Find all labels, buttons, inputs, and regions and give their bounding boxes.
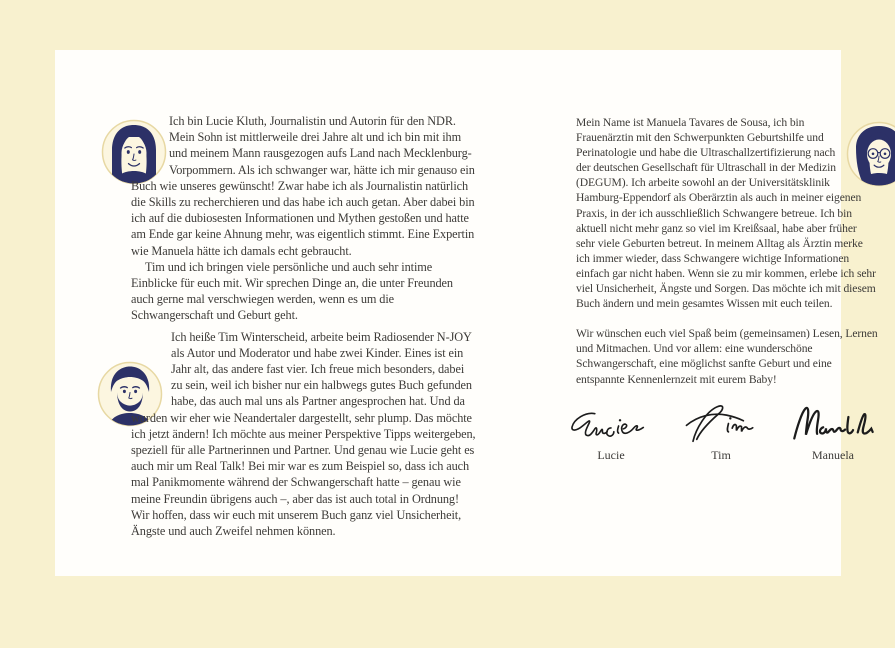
signature-name-manuela: Manuela <box>812 447 854 462</box>
lucie-second-paragraph: Tim und ich bringen viele persönliche und auch sehr intime Einblicke für euch mit. Wir sprechen Dinge an, die unter Freunden auch gerne mal verschwiegen werden, wenn es um die Schwangerschaft und Geburt geht. <box>131 259 453 323</box>
signature-name-lucie: Lucie <box>597 447 625 462</box>
signature-name-tim: Tim <box>711 447 731 462</box>
tim-intro-paragraph: Ich heiße Tim Winterscheid, arbeite beim Radiosender N-JOY als Autor und Moderator und habe zwei Kinder. Eines ist ein Jahr alt, das andere fast vier. Ich freue mich besonders, dabei zu sein, weil ich bisher nur ein halbwegs gutes Buch gefunden habe, das auch mal uns als Partner angesprochen hat. Und da wurden wir eher wie Neandertaler dargestellt, sehr plump. Das möchte ich jetzt ändern! Ich möchte aus meiner Perspektive Tipps weitergeben, speziell für alle Partnerinnen und Partner. Und genau wie Lucie geht es auch mir um Real Talk! Bei mir war es zum Beispiel so, dass ich auch mal Panikmomente während der Schwangerschaft hatte – genau wie meine Freundin übrigens auch –, aber das ist auch total in Ordnung! Wir hoffen, dass wir euch mit unserem Buch ganz viel Unsicherheit, Ängste und auch Zweifel nehmen können. <box>131 329 476 539</box>
tim-signature-script <box>683 403 759 445</box>
lucie-intro-paragraph: Ich bin Lucie Kluth, Journalistin und Autorin für den NDR. Mein Sohn ist mittlerweile drei Jahre alt und ich bin mit ihm und meinem Mann rausgezogen aufs Land nach Mecklenburg-Vorpommern. Als ich schwanger war, hätte ich mir genauso ein Buch wie unseres gewünscht! Zwar habe ich als Journalistin natürlich die Skills zu recherchieren und das habe ich auch getan. Aber dabei bin ich auf die dubiosesten Informationen und Mythen gestoßen und hatte am Ende gar keine Ahnung mehr, was eigentlich stimmt. Eine Expertin wie Manuela hätte ich damals echt gebraucht. <box>131 114 475 258</box>
lucie-signature-script <box>568 407 654 445</box>
closing-paragraph: Wir wünschen euch viel Spaß beim (gemeinsamen) Lesen, Lernen und Mitmachen. Und vor allem: eine wunderschöne Schwangerschaft, eine möglichst sanfte Geburt und eine entspannte Kennenlernzeit mit eurem Baby! <box>576 327 878 386</box>
manuela-signature-script <box>788 403 878 445</box>
signature-block-manuela <box>788 403 878 463</box>
right-page-text-column <box>576 115 878 463</box>
manuela-intro-paragraph: Mein Name ist Manuela Tavares de Sousa, ich bin Frauenärztin mit den Schwerpunkten Geburtshilfe und Perinatologie und habe die Ultraschallzertifizierung nach der deutschen Gesellschaft für Ultraschall in der Medizin (DEGUM). Ich arbeite sowohl an der Universitätsklinik Hamburg-Eppendorf als Oberärztin als auch in meiner eigenen Praxis, in der ich ausschließlich Schwangere betreue. Ich bin aktuell nicht mehr ganz so viel im Kreißsaal, habe aber früher sehr viele Geburten betreut. In meinem Alltag als Ärztin merke ich immer wieder, dass Schwangere wichtige Informationen einfach gar nicht haben. Wenn sie zu mir kommen, erlebe ich sehr viel Unsicherheit, Ängste und Sorgen. Das möchte ich mit diesem Buch ändern und mein gesamtes Wissen mit euch teilen. <box>576 116 876 311</box>
book-page-spread <box>55 50 878 576</box>
signature-block-tim <box>683 403 759 463</box>
left-page-text-column <box>131 113 477 539</box>
signature-block-lucie <box>568 407 654 463</box>
signatures-row <box>576 403 878 463</box>
